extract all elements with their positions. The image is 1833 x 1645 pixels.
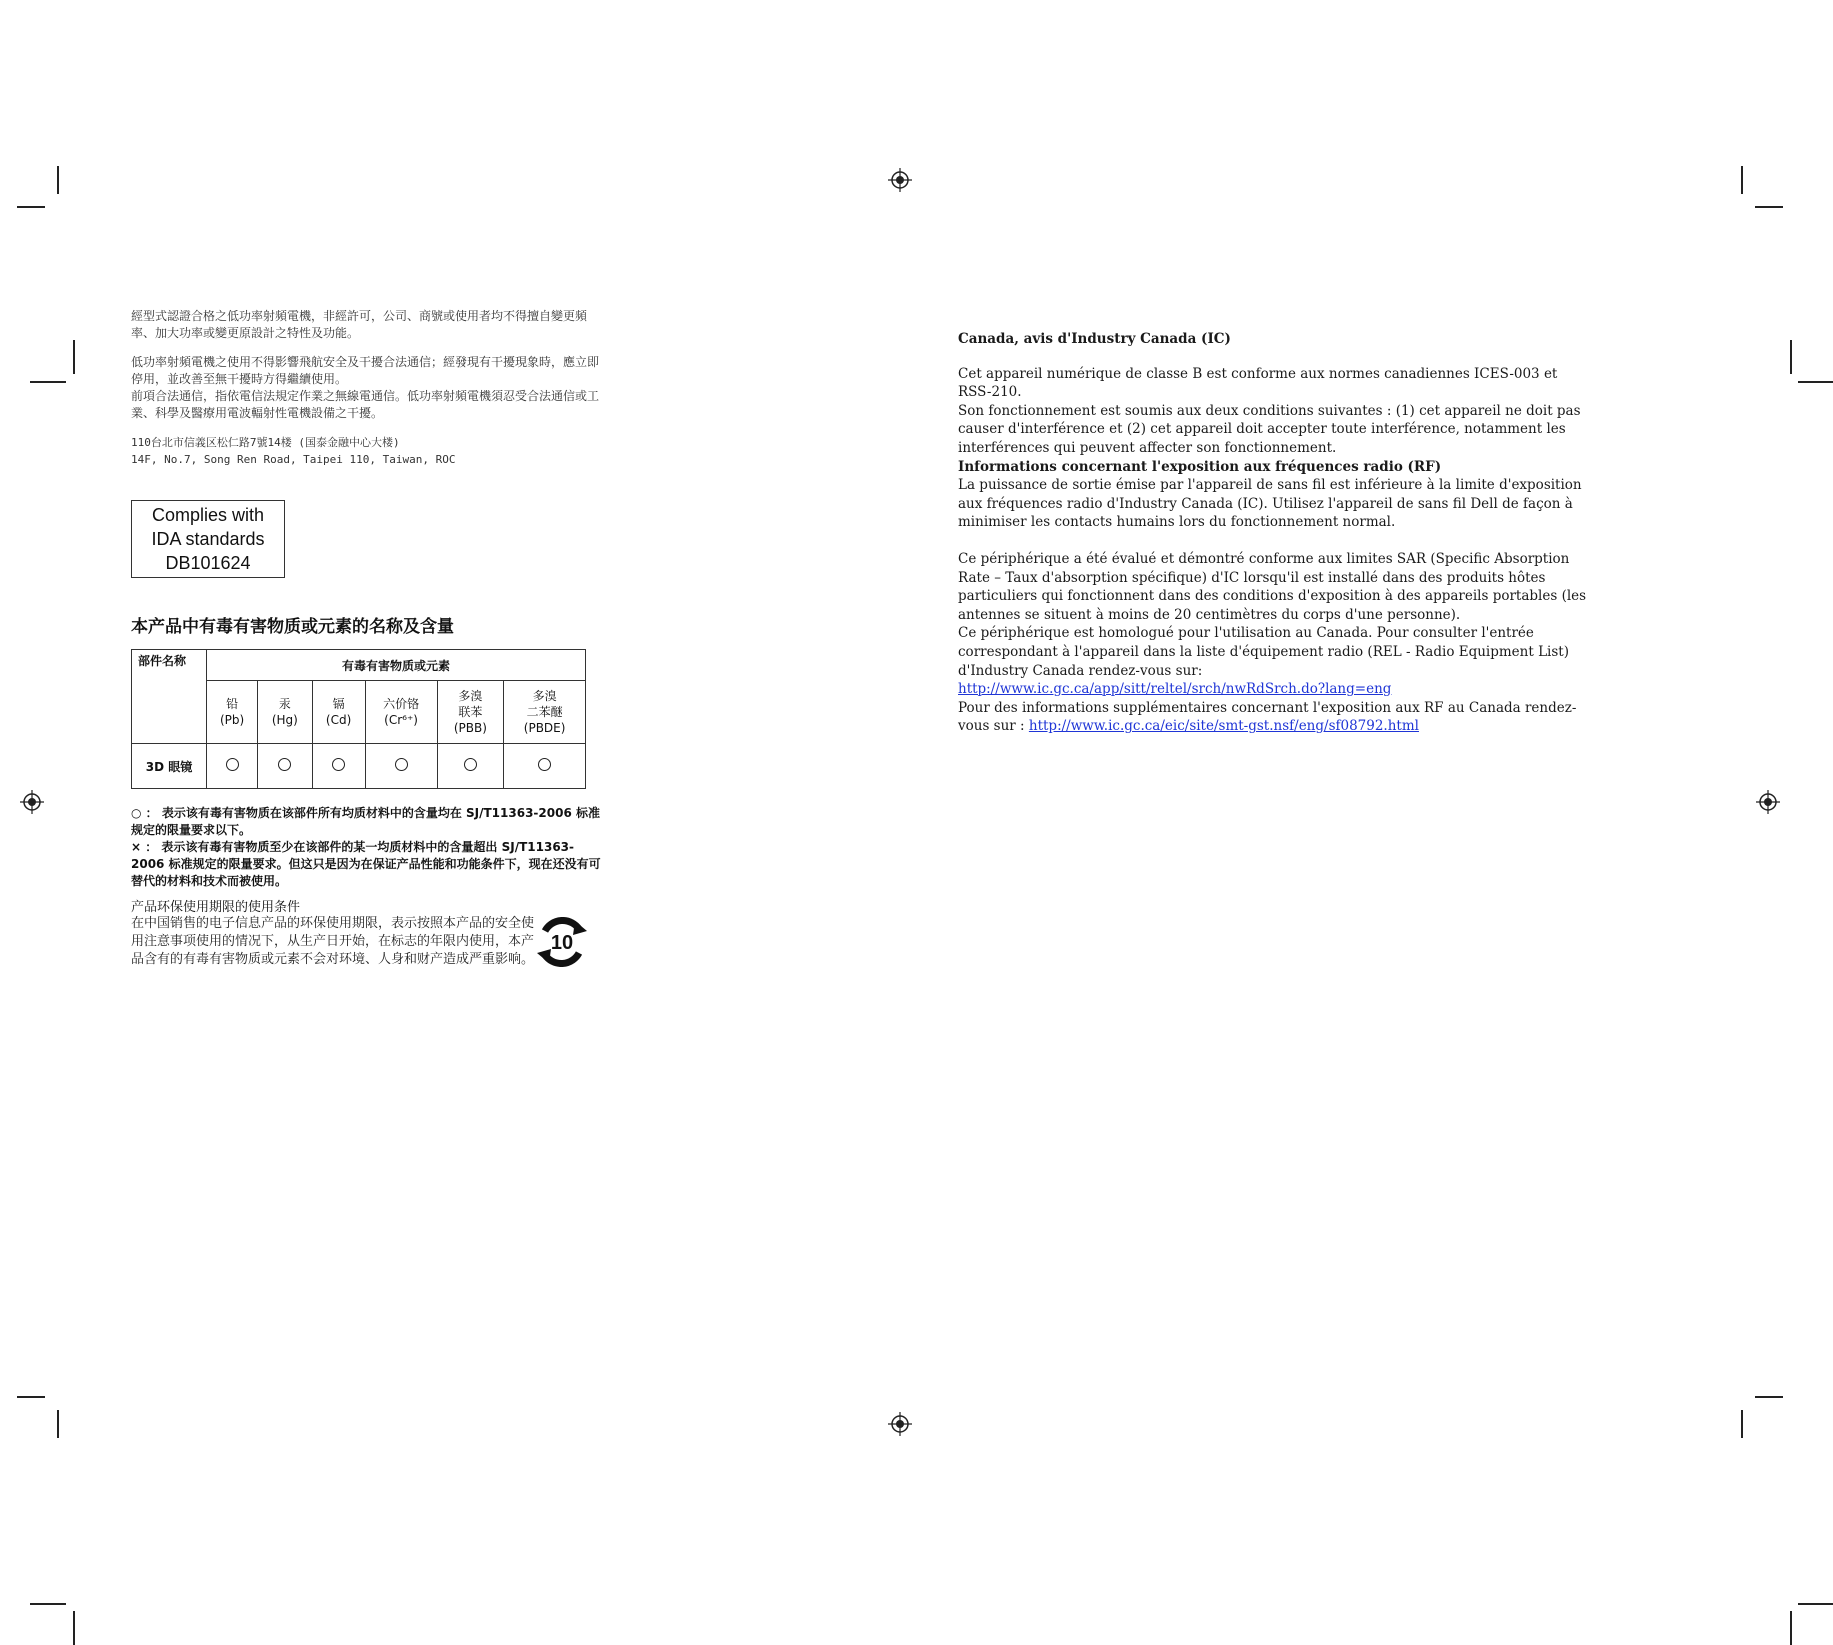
part-name-header: 部件名称 bbox=[132, 650, 207, 744]
crop-mark bbox=[30, 381, 66, 383]
crop-mark bbox=[17, 1396, 45, 1398]
table-cell bbox=[437, 744, 504, 789]
address-english: 14F, No.7, Song Ren Road, Taipei 110, Taiwan, ROC bbox=[131, 453, 456, 466]
ic-rel-link[interactable]: http://www.ic.gc.ca/app/sitt/reltel/srch/nwRdSrch.do?lang=eng bbox=[958, 681, 1392, 698]
crop-mark bbox=[57, 1410, 59, 1438]
substance-group-header: 有毒有害物质或元素 bbox=[207, 650, 586, 681]
crop-mark bbox=[57, 166, 59, 194]
crop-mark bbox=[1741, 1410, 1743, 1438]
crop-mark bbox=[1790, 1611, 1792, 1645]
legend-cross: × ： 表示该有毒有害物质至少在该部件的某一均质材料中的含量超出 SJ/T11363-2006 标准规定的限量要求。但这只是因为在保证产品性能和功能条件下，现在还没有可替代的材料和技术而被使用。 bbox=[131, 840, 601, 888]
efup-10-year-logo-icon bbox=[535, 917, 589, 967]
ida-line-2: IDA standards bbox=[151, 529, 265, 549]
efup-title: 产品环保使用期限的使用条件 bbox=[131, 900, 301, 915]
crop-mark bbox=[1755, 1396, 1783, 1398]
table-cell bbox=[365, 744, 437, 789]
ic-notice-title: Canada, avis d'Industry Canada (IC) bbox=[958, 331, 1231, 347]
substance-header: 多溴 联苯 (PBB) bbox=[437, 681, 504, 744]
ida-line-1: Complies with bbox=[151, 505, 265, 525]
ic-paragraph-2: Son fonctionnement est soumis aux deux conditions suivantes : (1) cet appareil ne doit pas causer d'interférence et (2) cet appareil doit accepter toute interférence, notamment les interférences qui peuvent affecter son fonctionnement. bbox=[958, 402, 1581, 456]
svg-text:10: 10 bbox=[550, 932, 574, 954]
circle-mark-icon bbox=[226, 758, 239, 771]
registration-mark-icon bbox=[1756, 790, 1780, 814]
taiwan-ncc-paragraph-2b: 前項合法通信，指依電信法規定作業之無線電通信。低功率射頻電機須忍受合法通信或工業、科學及醫療用電波輻射性電機設備之干擾。 bbox=[131, 389, 600, 420]
crop-mark bbox=[73, 340, 75, 374]
substance-header: 铅 (Pb) bbox=[207, 681, 258, 744]
table-cell bbox=[258, 744, 312, 789]
crop-mark bbox=[73, 1611, 75, 1645]
taiwan-ncc-paragraph-2a: 低功率射頻電機之使用不得影響飛航安全及干擾合法通信；經發現有干擾現象時，應立即停用，並改善至無干擾時方得繼續使用。 bbox=[131, 355, 600, 386]
table-cell bbox=[504, 744, 586, 789]
crop-mark bbox=[1798, 381, 1833, 383]
hazardous-table-title: 本产品中有毒有害物质或元素的名称及含量 bbox=[131, 617, 454, 637]
address-chinese: 110台北市信義区松仁路7號14楼 (国泰金融中心大楼) bbox=[131, 436, 400, 449]
table-row bbox=[132, 744, 586, 789]
crop-mark bbox=[30, 1603, 66, 1605]
ic-paragraph-3: La puissance de sortie émise par l'appareil de sans fil est inférieure à la limite d'exposition aux fréquences radio d'Industry Canada (IC). Utilisez l'appareil de sans fil Dell de façon à minimiser les contacts humains lors du fonctionnement normal. bbox=[958, 477, 1582, 531]
substance-header: 汞 (Hg) bbox=[258, 681, 312, 744]
table-cell bbox=[207, 744, 258, 789]
efup-text: 在中国销售的电子信息产品的环保使用期限，表示按照本产品的安全使用注意事项使用的情况下，从生产日开始，在标志的年限内使用，本产品含有的有毒有害物质或元素不会对环境、人身和财产造成严重影响。 bbox=[131, 916, 535, 967]
circle-mark-icon bbox=[332, 758, 345, 771]
substance-header: 镉 (Cd) bbox=[312, 681, 365, 744]
circle-mark-icon bbox=[278, 758, 291, 771]
taiwan-ncc-paragraph-1: 經型式認證合格之低功率射頻電機，非經許可，公司、商號或使用者均不得擅自變更頻率、加大功率或變更原設計之特性及功能。 bbox=[131, 309, 588, 340]
efup-section bbox=[131, 915, 601, 969]
table-cell bbox=[312, 744, 365, 789]
crop-mark bbox=[1798, 1603, 1833, 1605]
table-legend bbox=[131, 805, 601, 890]
registration-mark-icon bbox=[888, 168, 912, 192]
ida-compliance-box bbox=[131, 500, 285, 578]
crop-mark bbox=[17, 206, 45, 208]
left-page bbox=[131, 308, 601, 969]
circle-mark-icon bbox=[395, 758, 408, 771]
rf-exposure-heading: Informations concernant l'exposition aux fréquences radio (RF) bbox=[958, 458, 1442, 475]
hazardous-substances-table bbox=[131, 649, 586, 789]
crop-mark bbox=[1790, 340, 1792, 374]
crop-mark bbox=[1755, 206, 1783, 208]
registration-mark-icon bbox=[888, 1412, 912, 1436]
crop-mark bbox=[1741, 166, 1743, 194]
ic-paragraph-5: Ce périphérique est homologué pour l'utilisation au Canada. Pour consulter l'entrée correspondant à l'appareil dans la liste d'équipement radio (REL - Radio Equipment List) d'Industry Canada rendez-vous sur: bbox=[958, 625, 1569, 679]
ic-rf-exposure-link[interactable]: http://www.ic.gc.ca/eic/site/smt-gst.nsf/eng/sf08792.html bbox=[1028, 718, 1419, 735]
substance-header: 多溴 二苯醚 (PBDE) bbox=[504, 681, 586, 744]
circle-mark-icon bbox=[538, 758, 551, 771]
legend-circle: ○ ： 表示该有毒有害物质在该部件所有均质材料中的含量均在 SJ/T11363-2006 标准规定的限量要求以下。 bbox=[131, 806, 600, 837]
ic-paragraph-4: Ce périphérique a été évalué et démontré conforme aux limites SAR (Specific Absorption Rate – Taux d'absorption spécifique) d'IC lorsqu'il est installé dans des produits hôtes particuliers qui fonctionnent dans des conditions d'exposition à des appareils portables (les antennes se situent à moins de 20 centimètres du corps d'une personne). bbox=[958, 550, 1587, 623]
ida-line-3: DB101624 bbox=[165, 553, 251, 573]
row-part-name: 3D 眼镜 bbox=[132, 744, 207, 789]
circle-mark-icon bbox=[464, 758, 477, 771]
right-page bbox=[958, 330, 1594, 736]
substance-header: 六价铬 (Cr⁶⁺) bbox=[365, 681, 437, 744]
registration-mark-icon bbox=[20, 790, 44, 814]
ic-paragraph-1: Cet appareil numérique de classe B est conforme aux normes canadiennes ICES-003 et RSS-210. bbox=[958, 365, 1558, 401]
ic-paragraph-6: Pour des informations supplémentaires concernant l'exposition aux RF au Canada rendez-vous sur : bbox=[958, 699, 1577, 735]
